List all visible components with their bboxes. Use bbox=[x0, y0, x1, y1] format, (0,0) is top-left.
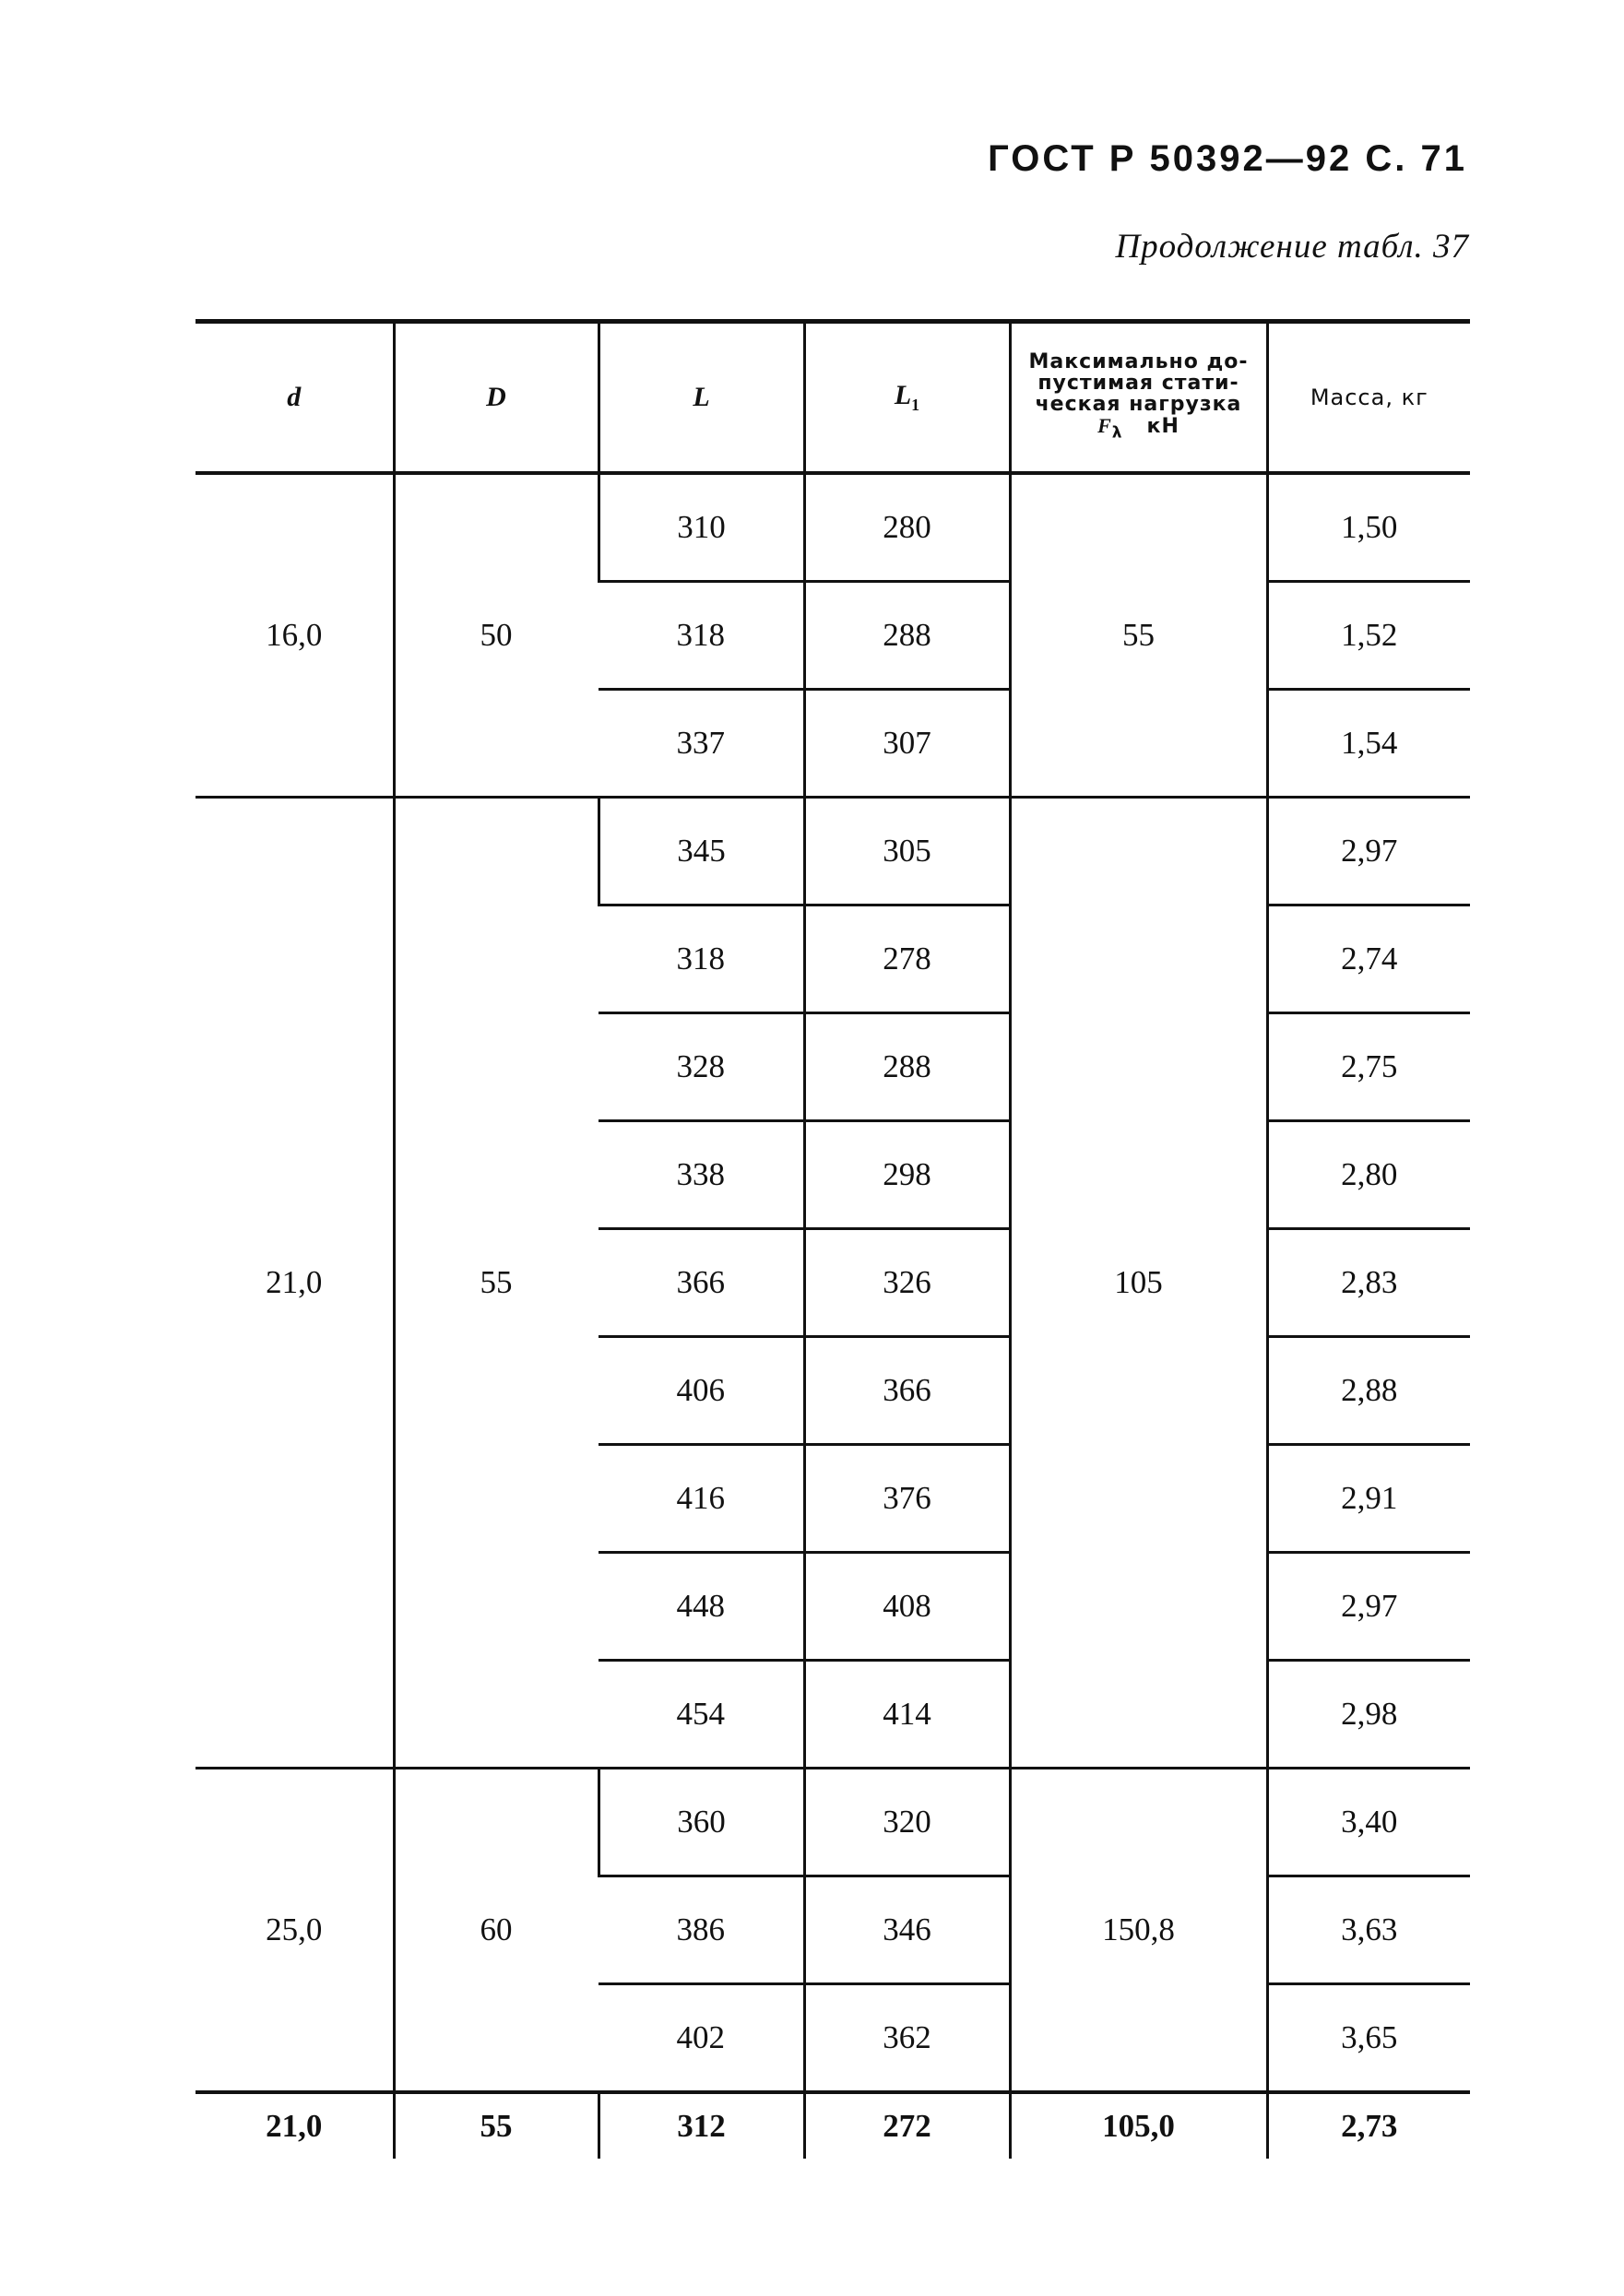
cell-L1: 272 bbox=[804, 2092, 1010, 2159]
cell-D: 60 bbox=[394, 1769, 599, 2093]
cell-L: 416 bbox=[599, 1445, 804, 1553]
cell-max-load: 150,8 bbox=[1010, 1769, 1267, 2093]
cell-L1: 280 bbox=[804, 473, 1010, 582]
column-header-d: d bbox=[196, 322, 394, 474]
cell-L1: 320 bbox=[804, 1769, 1010, 1876]
cell-mass: 1,54 bbox=[1267, 690, 1470, 798]
cell-d: 25,0 bbox=[196, 1769, 394, 2093]
cell-d: 21,0 bbox=[196, 798, 394, 1769]
cell-L: 345 bbox=[599, 798, 804, 905]
cell-L1: 376 bbox=[804, 1445, 1010, 1553]
header-row bbox=[196, 322, 1470, 474]
cell-D: 55 bbox=[394, 2092, 599, 2159]
cell-mass: 2,74 bbox=[1267, 905, 1470, 1013]
dimensions-table bbox=[196, 319, 1470, 2159]
cell-max-load: 105 bbox=[1010, 798, 1267, 1769]
cell-L: 312 bbox=[599, 2092, 804, 2159]
cell-max-load: 105,0 bbox=[1010, 2092, 1267, 2159]
cell-d: 21,0 bbox=[196, 2092, 394, 2159]
cell-L: 360 bbox=[599, 1769, 804, 1876]
cell-L1: 307 bbox=[804, 690, 1010, 798]
cell-mass: 2,97 bbox=[1267, 1553, 1470, 1661]
column-header-mass: Масса, кг bbox=[1267, 322, 1470, 474]
table-row-final bbox=[196, 2092, 1470, 2159]
cell-L1: 298 bbox=[804, 1121, 1010, 1229]
cell-D: 50 bbox=[394, 473, 599, 798]
cell-L1: 305 bbox=[804, 798, 1010, 905]
table-row bbox=[196, 1769, 1470, 1876]
table-row bbox=[196, 798, 1470, 905]
cell-L: 337 bbox=[599, 690, 804, 798]
table-continuation-caption: Продолжение табл. 37 bbox=[1115, 228, 1469, 266]
column-header-max-load: Максимально до- пустимая стати- ческая нагрузка $F_\lambda$ кН bbox=[1010, 322, 1267, 474]
cell-L1: 408 bbox=[804, 1553, 1010, 1661]
page-header: ГОСТ Р 50392—92 С. 71 bbox=[988, 138, 1467, 179]
cell-mass: 2,80 bbox=[1267, 1121, 1470, 1229]
cell-L: 366 bbox=[599, 1229, 804, 1337]
cell-L1: 326 bbox=[804, 1229, 1010, 1337]
column-header-D: D bbox=[394, 322, 599, 474]
cell-mass: 3,65 bbox=[1267, 1984, 1470, 2093]
cell-L: 454 bbox=[599, 1661, 804, 1769]
cell-L: 318 bbox=[599, 905, 804, 1013]
cell-L: 328 bbox=[599, 1013, 804, 1121]
cell-D: 55 bbox=[394, 798, 599, 1769]
cell-mass: 3,40 bbox=[1267, 1769, 1470, 1876]
cell-L: 386 bbox=[599, 1876, 804, 1984]
cell-L: 448 bbox=[599, 1553, 804, 1661]
table-row bbox=[196, 473, 1470, 582]
cell-mass: 1,50 bbox=[1267, 473, 1470, 582]
cell-mass: 2,97 bbox=[1267, 798, 1470, 905]
cell-mass: 2,75 bbox=[1267, 1013, 1470, 1121]
cell-L1: 362 bbox=[804, 1984, 1010, 2093]
cell-L: 310 bbox=[599, 473, 804, 582]
cell-L1: 366 bbox=[804, 1337, 1010, 1445]
cell-L1: 278 bbox=[804, 905, 1010, 1013]
cell-L: 402 bbox=[599, 1984, 804, 2093]
cell-max-load: 55 bbox=[1010, 473, 1267, 798]
cell-L: 318 bbox=[599, 582, 804, 690]
cell-mass: 2,88 bbox=[1267, 1337, 1470, 1445]
column-header-L: L bbox=[599, 322, 804, 474]
cell-mass: 2,98 bbox=[1267, 1661, 1470, 1769]
cell-mass: 2,73 bbox=[1267, 2092, 1470, 2159]
cell-L1: 288 bbox=[804, 1013, 1010, 1121]
cell-mass: 1,52 bbox=[1267, 582, 1470, 690]
cell-mass: 3,63 bbox=[1267, 1876, 1470, 1984]
column-header-L1: $L_1$ bbox=[804, 322, 1010, 474]
cell-mass: 2,83 bbox=[1267, 1229, 1470, 1337]
cell-mass: 2,91 bbox=[1267, 1445, 1470, 1553]
cell-L: 406 bbox=[599, 1337, 804, 1445]
cell-L1: 414 bbox=[804, 1661, 1010, 1769]
cell-L1: 288 bbox=[804, 582, 1010, 690]
cell-d: 16,0 bbox=[266, 617, 323, 653]
cell-L: 338 bbox=[599, 1121, 804, 1229]
cell-L1: 346 bbox=[804, 1876, 1010, 1984]
